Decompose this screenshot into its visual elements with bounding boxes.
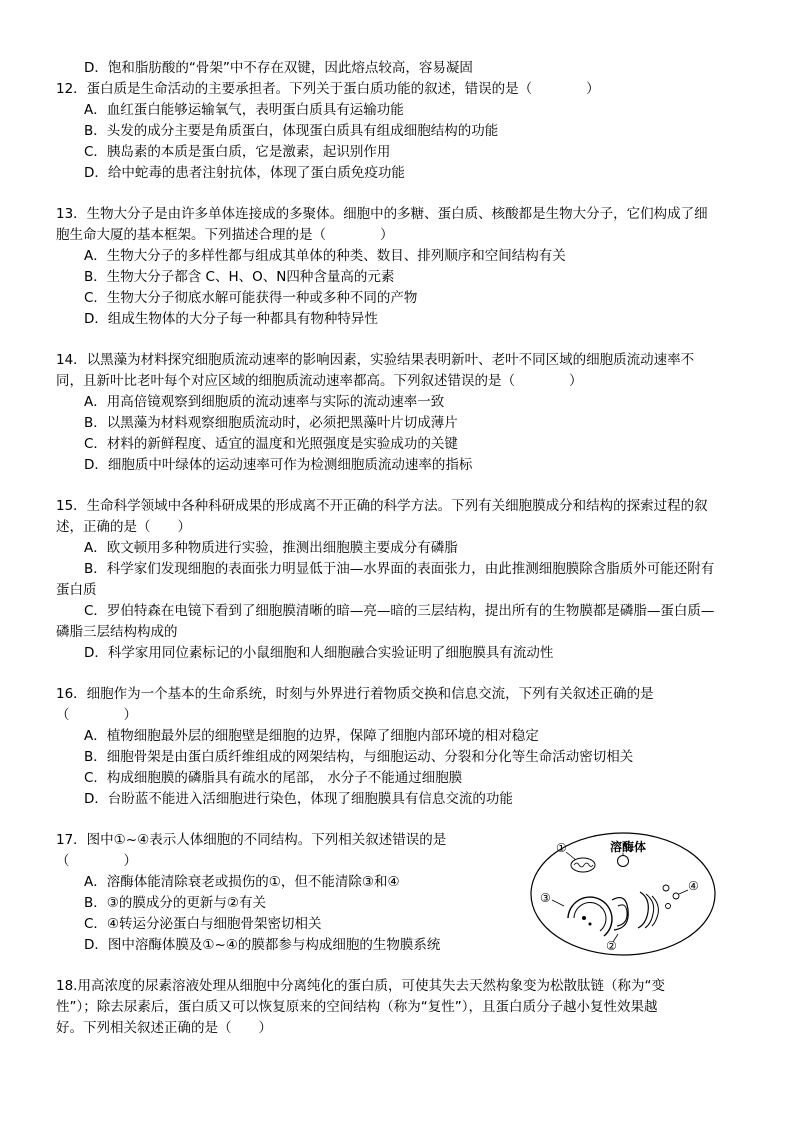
q13-option-a: A．生物大分子的多样性都与组成其单体的种类、数目、排列顺序和空间结构有关: [84, 248, 566, 264]
q13-stem-line2: 胞生命大厦的基本框架。下列描述合理的是（ ）: [56, 227, 394, 243]
q17-option-c: C．④转运分泌蛋白与细胞骨架密切相关: [84, 916, 322, 932]
structure-3-label: ③: [540, 891, 551, 905]
q12-option-a: A．血红蛋白能够运输氧气，表明蛋白质具有运输功能: [84, 102, 404, 118]
q14-option-d: D．细胞质中叶绿体的运动速率可作为检测细胞质流动速率的指标: [84, 457, 473, 473]
q15-option-c-line1: C．罗伯特森在电镜下看到了细胞膜清晰的暗—亮—暗的三层结构，提出所有的生物膜都是磷脂—蛋白质—: [84, 603, 715, 619]
q12-stem: 12．蛋白质是生命活动的主要承担者。下列关于蛋白质功能的叙述，错误的是（ ）: [56, 81, 600, 97]
q17-stem-line2: （ ）: [56, 853, 137, 869]
structure-4-label: ④: [688, 879, 699, 893]
q17-stem-line1: 17．图中①~④表示人体细胞的不同结构。下列相关叙述错误的是: [56, 832, 447, 848]
q14-option-a: A．用高倍镜观察到细胞质的流动速率与实际的流动速率一致: [84, 394, 445, 410]
q13-stem-line1: 13．生物大分子是由许多单体连接成的多聚体。细胞中的多糖、蛋白质、核酸都是生物大分子，它们构成了细: [56, 206, 708, 222]
q14-stem-line2: 同，且新叶比老叶每个对应区域的细胞质流动速率都高。下列叙述错误的是（ ）: [56, 373, 583, 389]
lysosome-organelle: [618, 856, 629, 867]
q16-option-c: C．构成细胞膜的磷脂具有疏水的尾部， 水分子不能通过细胞膜: [84, 770, 463, 786]
structure-2-label: ②: [606, 939, 617, 953]
q14-option-c: C．材料的新鲜程度、适宜的温度和光照强度是实验成功的关键: [84, 436, 458, 452]
q17-option-b: B．③的膜成分的更新与②有关: [84, 895, 266, 911]
q15-option-c-line2: 磷脂三层结构构成的: [56, 624, 178, 640]
q17-option-a: A．溶酶体能清除衰老或损伤的①，但不能清除③和④: [84, 874, 400, 890]
q13-option-d: D．组成生物体的大分子每一种都具有物种特异性: [84, 311, 378, 327]
q17-option-d: D．图中溶酶体膜及①~④的膜都参与构成细胞的生物膜系统: [84, 937, 441, 953]
q15-stem-line2: 述，正确的是（ ）: [56, 519, 191, 535]
q16-stem-line1: 16．细胞作为一个基本的生命系统，时刻与外界进行着物质交换和信息交流，下列有关叙述正确的是: [56, 686, 654, 702]
q15-option-b-line1: B．科学家们发现细胞的表面张力明显低于油—水界面的表面张力，由此推测细胞膜除含脂质外可能还附有: [84, 561, 715, 577]
golgi-apparatus: [638, 892, 648, 928]
q18-stem-line3: 好。下列相关叙述正确的是（ ）: [56, 1020, 272, 1036]
q16-option-a: A．植物细胞最外层的细胞壁是细胞的边界，保障了细胞内部环境的相对稳定: [84, 728, 539, 744]
q11-option-d: D．饱和脂肪酸的“骨架”中不存在双键，因此熔点较高，容易凝固: [84, 60, 473, 76]
q15-option-d: D．科学家用同位素标记的小鼠细胞和人细胞融合实验证明了细胞膜具有流动性: [84, 645, 554, 661]
q14-stem-line1: 14．以黑藻为材料探究细胞质流动速率的影响因素，实验结果表明新叶、老叶不同区域的细胞质流动速率不: [56, 352, 695, 368]
q18-stem-line2: 性”）；除去尿素后，蛋白质又可以恢复原来的空间结构（称为“复性”），且蛋白质分子越小复性效果越: [56, 999, 658, 1015]
q12-option-d: D．给中蛇毒的患者注射抗体，体现了蛋白质免疫功能: [84, 165, 405, 181]
q15-option-b-line2: 蛋白质: [56, 582, 97, 598]
vesicle: [663, 885, 669, 891]
q13-option-b: B．生物大分子都含 C、H、O、N四种含量高的元素: [84, 269, 395, 285]
q16-stem-line2: （ ）: [56, 707, 137, 723]
q16-option-d: D．台盼蓝不能进入活细胞进行染色，体现了细胞膜具有信息交流的功能: [84, 791, 513, 807]
lysosome-label: 溶酶体: [610, 840, 647, 854]
q15-option-a: A．欧文顿用多种物质进行实验，推测出细胞膜主要成分有磷脂: [84, 540, 458, 556]
q18-stem-line1: 18.用高浓度的尿素溶液处理从细胞中分离纯化的蛋白质，可使其失去天然构象变为松散肽链（称为“变: [56, 978, 665, 994]
q16-option-b: B．细胞骨架是由蛋白质纤维组成的网架结构，与细胞运动、分裂和分化等生命活动密切相关: [84, 749, 634, 765]
q15-stem-line1: 15．生命科学领域中各种科研成果的形成离不开正确的科学方法。下列有关细胞膜成分和结构的探索过程的叙: [56, 498, 708, 514]
q14-option-b: B．以黑藻为材料观察细胞质流动时，必须把黑藻叶片切成薄片: [84, 415, 458, 431]
q13-option-c: C．生物大分子彻底水解可能获得一种或多种不同的产物: [84, 290, 418, 306]
cell-diagram: [528, 830, 718, 958]
q12-option-c: C．胰岛素的本质是蛋白质，它是激素，起识别作用: [84, 144, 391, 160]
q12-option-b: B．头发的成分主要是角质蛋白，体现蛋白质具有组成细胞结构的功能: [84, 123, 499, 139]
structure-1-label: ①: [556, 841, 567, 855]
mitochondrion: [571, 858, 595, 872]
